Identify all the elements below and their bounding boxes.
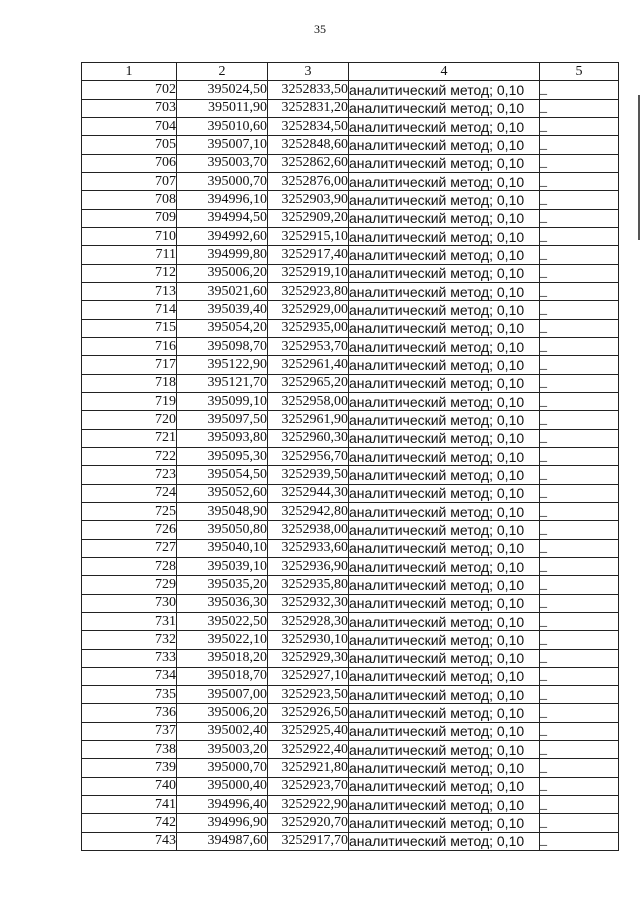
table-row <box>82 117 619 135</box>
note-cell: _ <box>540 466 619 484</box>
y-coordinate-cell: 3252965,20 <box>268 374 349 392</box>
y-coordinate-cell: 3252862,60 <box>268 154 349 172</box>
table-row <box>82 777 619 795</box>
table-row <box>82 814 619 832</box>
x-coordinate-cell: 395002,40 <box>177 722 268 740</box>
note-cell: _ <box>540 631 619 649</box>
note-cell: _ <box>540 796 619 814</box>
table-row <box>82 612 619 630</box>
x-coordinate-cell: 395007,10 <box>177 136 268 154</box>
y-coordinate-cell: 3252920,70 <box>268 814 349 832</box>
x-coordinate-cell: 395040,10 <box>177 539 268 557</box>
point-number-cell: 704 <box>82 117 177 135</box>
x-coordinate-cell: 395036,30 <box>177 594 268 612</box>
method-accuracy-cell: аналитический метод; 0,10 <box>349 557 540 575</box>
table-row <box>82 356 619 374</box>
y-coordinate-cell: 3252926,50 <box>268 704 349 722</box>
method-accuracy-cell: аналитический метод; 0,10 <box>349 594 540 612</box>
method-accuracy-cell: аналитический метод; 0,10 <box>349 209 540 227</box>
x-coordinate-cell: 394992,60 <box>177 227 268 245</box>
y-coordinate-cell: 3252942,80 <box>268 502 349 520</box>
note-cell: _ <box>540 722 619 740</box>
table-row <box>82 466 619 484</box>
method-accuracy-cell: аналитический метод; 0,10 <box>349 81 540 99</box>
note-cell: _ <box>540 337 619 355</box>
table-row <box>82 392 619 410</box>
x-coordinate-cell: 395011,90 <box>177 99 268 117</box>
note-cell: _ <box>540 429 619 447</box>
table-row <box>82 704 619 722</box>
y-coordinate-cell: 3252929,00 <box>268 301 349 319</box>
table-row <box>82 99 619 117</box>
point-number-cell: 727 <box>82 539 177 557</box>
x-coordinate-cell: 395003,70 <box>177 154 268 172</box>
note-cell: _ <box>540 741 619 759</box>
x-coordinate-cell: 395007,00 <box>177 686 268 704</box>
method-accuracy-cell: аналитический метод; 0,10 <box>349 337 540 355</box>
y-coordinate-cell: 3252929,30 <box>268 649 349 667</box>
y-coordinate-cell: 3252831,20 <box>268 99 349 117</box>
method-accuracy-cell: аналитический метод; 0,10 <box>349 484 540 502</box>
method-accuracy-cell: аналитический метод; 0,10 <box>349 667 540 685</box>
coordinates-table <box>81 62 619 851</box>
table-row <box>82 209 619 227</box>
method-accuracy-cell: аналитический метод; 0,10 <box>349 796 540 814</box>
note-cell: _ <box>540 686 619 704</box>
point-number-cell: 741 <box>82 796 177 814</box>
method-accuracy-cell: аналитический метод; 0,10 <box>349 759 540 777</box>
y-coordinate-cell: 3252923,50 <box>268 686 349 704</box>
note-cell: _ <box>540 209 619 227</box>
method-accuracy-cell: аналитический метод; 0,10 <box>349 117 540 135</box>
table-row <box>82 484 619 502</box>
method-accuracy-cell: аналитический метод; 0,10 <box>349 136 540 154</box>
y-coordinate-cell: 3252923,80 <box>268 282 349 300</box>
method-accuracy-cell: аналитический метод; 0,10 <box>349 741 540 759</box>
method-accuracy-cell: аналитический метод; 0,10 <box>349 301 540 319</box>
note-cell: _ <box>540 136 619 154</box>
point-number-cell: 739 <box>82 759 177 777</box>
note-cell: _ <box>540 411 619 429</box>
method-accuracy-cell: аналитический метод; 0,10 <box>349 246 540 264</box>
point-number-cell: 715 <box>82 319 177 337</box>
x-coordinate-cell: 395006,20 <box>177 264 268 282</box>
y-coordinate-cell: 3252923,70 <box>268 777 349 795</box>
y-coordinate-cell: 3252944,30 <box>268 484 349 502</box>
table-row <box>82 191 619 209</box>
table-row <box>82 649 619 667</box>
point-number-cell: 713 <box>82 282 177 300</box>
table-row <box>82 557 619 575</box>
x-coordinate-cell: 395018,70 <box>177 667 268 685</box>
x-coordinate-cell: 394996,10 <box>177 191 268 209</box>
x-coordinate-cell: 395054,20 <box>177 319 268 337</box>
note-cell: _ <box>540 301 619 319</box>
method-accuracy-cell: аналитический метод; 0,10 <box>349 777 540 795</box>
method-accuracy-cell: аналитический метод; 0,10 <box>349 686 540 704</box>
table-row <box>82 301 619 319</box>
header-cell-4: 4 <box>349 63 540 81</box>
y-coordinate-cell: 3252953,70 <box>268 337 349 355</box>
note-cell: _ <box>540 612 619 630</box>
point-number-cell: 740 <box>82 777 177 795</box>
header-cell-1: 1 <box>82 63 177 81</box>
x-coordinate-cell: 394996,40 <box>177 796 268 814</box>
point-number-cell: 733 <box>82 649 177 667</box>
method-accuracy-cell: аналитический метод; 0,10 <box>349 356 540 374</box>
note-cell: _ <box>540 374 619 392</box>
table-row <box>82 796 619 814</box>
method-accuracy-cell: аналитический метод; 0,10 <box>349 447 540 465</box>
method-accuracy-cell: аналитический метод; 0,10 <box>349 264 540 282</box>
table-row <box>82 447 619 465</box>
table-row <box>82 337 619 355</box>
y-coordinate-cell: 3252834,50 <box>268 117 349 135</box>
point-number-cell: 742 <box>82 814 177 832</box>
point-number-cell: 716 <box>82 337 177 355</box>
method-accuracy-cell: аналитический метод; 0,10 <box>349 392 540 410</box>
point-number-cell: 714 <box>82 301 177 319</box>
note-cell: _ <box>540 777 619 795</box>
x-coordinate-cell: 395022,50 <box>177 612 268 630</box>
x-coordinate-cell: 395000,70 <box>177 759 268 777</box>
header-cell-5: 5 <box>540 63 619 81</box>
method-accuracy-cell: аналитический метод; 0,10 <box>349 704 540 722</box>
x-coordinate-cell: 395054,50 <box>177 466 268 484</box>
point-number-cell: 718 <box>82 374 177 392</box>
note-cell: _ <box>540 521 619 539</box>
x-coordinate-cell: 395052,60 <box>177 484 268 502</box>
table-row <box>82 264 619 282</box>
x-coordinate-cell: 395095,30 <box>177 447 268 465</box>
x-coordinate-cell: 395035,20 <box>177 576 268 594</box>
point-number-cell: 730 <box>82 594 177 612</box>
method-accuracy-cell: аналитический метод; 0,10 <box>349 612 540 630</box>
table-body <box>82 81 619 851</box>
x-coordinate-cell: 394994,50 <box>177 209 268 227</box>
note-cell: _ <box>540 759 619 777</box>
point-number-cell: 723 <box>82 466 177 484</box>
method-accuracy-cell: аналитический метод; 0,10 <box>349 99 540 117</box>
x-coordinate-cell: 395006,20 <box>177 704 268 722</box>
note-cell: _ <box>540 594 619 612</box>
point-number-cell: 737 <box>82 722 177 740</box>
method-accuracy-cell: аналитический метод; 0,10 <box>349 191 540 209</box>
point-number-cell: 721 <box>82 429 177 447</box>
table-row <box>82 741 619 759</box>
note-cell: _ <box>540 227 619 245</box>
x-coordinate-cell: 395098,70 <box>177 337 268 355</box>
y-coordinate-cell: 3252848,60 <box>268 136 349 154</box>
point-number-cell: 725 <box>82 502 177 520</box>
y-coordinate-cell: 3252933,60 <box>268 539 349 557</box>
table-row <box>82 411 619 429</box>
point-number-cell: 706 <box>82 154 177 172</box>
note-cell: _ <box>540 319 619 337</box>
method-accuracy-cell: аналитический метод; 0,10 <box>349 429 540 447</box>
note-cell: _ <box>540 356 619 374</box>
x-coordinate-cell: 395000,70 <box>177 172 268 190</box>
method-accuracy-cell: аналитический метод; 0,10 <box>349 722 540 740</box>
table-row <box>82 81 619 99</box>
note-cell: _ <box>540 447 619 465</box>
note-cell: _ <box>540 191 619 209</box>
point-number-cell: 736 <box>82 704 177 722</box>
table-row <box>82 594 619 612</box>
note-cell: _ <box>540 539 619 557</box>
point-number-cell: 711 <box>82 246 177 264</box>
table-row <box>82 374 619 392</box>
x-coordinate-cell: 395000,40 <box>177 777 268 795</box>
note-cell: _ <box>540 154 619 172</box>
header-cell-2: 2 <box>177 63 268 81</box>
x-coordinate-cell: 395121,70 <box>177 374 268 392</box>
method-accuracy-cell: аналитический метод; 0,10 <box>349 832 540 850</box>
table-row <box>82 246 619 264</box>
y-coordinate-cell: 3252936,90 <box>268 557 349 575</box>
x-coordinate-cell: 395039,40 <box>177 301 268 319</box>
point-number-cell: 724 <box>82 484 177 502</box>
point-number-cell: 717 <box>82 356 177 374</box>
point-number-cell: 709 <box>82 209 177 227</box>
table-row <box>82 539 619 557</box>
x-coordinate-cell: 395050,80 <box>177 521 268 539</box>
table-row <box>82 631 619 649</box>
method-accuracy-cell: аналитический метод; 0,10 <box>349 411 540 429</box>
y-coordinate-cell: 3252956,70 <box>268 447 349 465</box>
y-coordinate-cell: 3252903,90 <box>268 191 349 209</box>
note-cell: _ <box>540 172 619 190</box>
y-coordinate-cell: 3252927,10 <box>268 667 349 685</box>
method-accuracy-cell: аналитический метод; 0,10 <box>349 319 540 337</box>
x-coordinate-cell: 395048,90 <box>177 502 268 520</box>
x-coordinate-cell: 395010,60 <box>177 117 268 135</box>
y-coordinate-cell: 3252935,80 <box>268 576 349 594</box>
y-coordinate-cell: 3252917,40 <box>268 246 349 264</box>
point-number-cell: 732 <box>82 631 177 649</box>
table-row <box>82 136 619 154</box>
method-accuracy-cell: аналитический метод; 0,10 <box>349 521 540 539</box>
x-coordinate-cell: 395093,80 <box>177 429 268 447</box>
y-coordinate-cell: 3252919,10 <box>268 264 349 282</box>
y-coordinate-cell: 3252938,00 <box>268 521 349 539</box>
note-cell: _ <box>540 81 619 99</box>
point-number-cell: 726 <box>82 521 177 539</box>
y-coordinate-cell: 3252932,30 <box>268 594 349 612</box>
table-row <box>82 282 619 300</box>
x-coordinate-cell: 395039,10 <box>177 557 268 575</box>
method-accuracy-cell: аналитический метод; 0,10 <box>349 154 540 172</box>
x-coordinate-cell: 395022,10 <box>177 631 268 649</box>
point-number-cell: 731 <box>82 612 177 630</box>
note-cell: _ <box>540 264 619 282</box>
y-coordinate-cell: 3252917,70 <box>268 832 349 850</box>
header-cell-3: 3 <box>268 63 349 81</box>
point-number-cell: 734 <box>82 667 177 685</box>
note-cell: _ <box>540 99 619 117</box>
x-coordinate-cell: 395018,20 <box>177 649 268 667</box>
note-cell: _ <box>540 814 619 832</box>
page-number: 35 <box>314 22 326 36</box>
point-number-cell: 703 <box>82 99 177 117</box>
point-number-cell: 710 <box>82 227 177 245</box>
note-cell: _ <box>540 667 619 685</box>
table-row <box>82 319 619 337</box>
table-row <box>82 576 619 594</box>
method-accuracy-cell: аналитический метод; 0,10 <box>349 172 540 190</box>
x-coordinate-cell: 395003,20 <box>177 741 268 759</box>
method-accuracy-cell: аналитический метод; 0,10 <box>349 502 540 520</box>
y-coordinate-cell: 3252961,40 <box>268 356 349 374</box>
x-coordinate-cell: 394999,80 <box>177 246 268 264</box>
table-row <box>82 759 619 777</box>
table-row <box>82 722 619 740</box>
y-coordinate-cell: 3252935,00 <box>268 319 349 337</box>
note-cell: _ <box>540 649 619 667</box>
note-cell: _ <box>540 832 619 850</box>
method-accuracy-cell: аналитический метод; 0,10 <box>349 539 540 557</box>
y-coordinate-cell: 3252922,90 <box>268 796 349 814</box>
method-accuracy-cell: аналитический метод; 0,10 <box>349 282 540 300</box>
point-number-cell: 720 <box>82 411 177 429</box>
table-row <box>82 172 619 190</box>
x-coordinate-cell: 395099,10 <box>177 392 268 410</box>
note-cell: _ <box>540 557 619 575</box>
y-coordinate-cell: 3252960,30 <box>268 429 349 447</box>
y-coordinate-cell: 3252833,50 <box>268 81 349 99</box>
y-coordinate-cell: 3252909,20 <box>268 209 349 227</box>
method-accuracy-cell: аналитический метод; 0,10 <box>349 227 540 245</box>
method-accuracy-cell: аналитический метод; 0,10 <box>349 374 540 392</box>
x-coordinate-cell: 395097,50 <box>177 411 268 429</box>
method-accuracy-cell: аналитический метод; 0,10 <box>349 649 540 667</box>
y-coordinate-cell: 3252922,40 <box>268 741 349 759</box>
table-row <box>82 832 619 850</box>
y-coordinate-cell: 3252930,10 <box>268 631 349 649</box>
table-row <box>82 667 619 685</box>
y-coordinate-cell: 3252876,00 <box>268 172 349 190</box>
y-coordinate-cell: 3252928,30 <box>268 612 349 630</box>
table-row <box>82 154 619 172</box>
table-row <box>82 521 619 539</box>
point-number-cell: 705 <box>82 136 177 154</box>
header-row <box>82 63 619 81</box>
x-coordinate-cell: 394996,90 <box>177 814 268 832</box>
y-coordinate-cell: 3252921,80 <box>268 759 349 777</box>
point-number-cell: 728 <box>82 557 177 575</box>
table-row <box>82 686 619 704</box>
note-cell: _ <box>540 576 619 594</box>
table-row <box>82 227 619 245</box>
method-accuracy-cell: аналитический метод; 0,10 <box>349 814 540 832</box>
x-coordinate-cell: 395122,90 <box>177 356 268 374</box>
method-accuracy-cell: аналитический метод; 0,10 <box>349 631 540 649</box>
y-coordinate-cell: 3252925,40 <box>268 722 349 740</box>
table-row <box>82 502 619 520</box>
y-coordinate-cell: 3252961,90 <box>268 411 349 429</box>
y-coordinate-cell: 3252958,00 <box>268 392 349 410</box>
point-number-cell: 738 <box>82 741 177 759</box>
point-number-cell: 719 <box>82 392 177 410</box>
point-number-cell: 735 <box>82 686 177 704</box>
x-coordinate-cell: 394987,60 <box>177 832 268 850</box>
method-accuracy-cell: аналитический метод; 0,10 <box>349 576 540 594</box>
point-number-cell: 722 <box>82 447 177 465</box>
point-number-cell: 712 <box>82 264 177 282</box>
y-coordinate-cell: 3252939,50 <box>268 466 349 484</box>
note-cell: _ <box>540 117 619 135</box>
point-number-cell: 707 <box>82 172 177 190</box>
note-cell: _ <box>540 484 619 502</box>
point-number-cell: 743 <box>82 832 177 850</box>
y-coordinate-cell: 3252915,10 <box>268 227 349 245</box>
method-accuracy-cell: аналитический метод; 0,10 <box>349 466 540 484</box>
note-cell: _ <box>540 502 619 520</box>
x-coordinate-cell: 395024,50 <box>177 81 268 99</box>
note-cell: _ <box>540 246 619 264</box>
note-cell: _ <box>540 282 619 300</box>
note-cell: _ <box>540 392 619 410</box>
note-cell: _ <box>540 704 619 722</box>
table-row <box>82 429 619 447</box>
point-number-cell: 708 <box>82 191 177 209</box>
point-number-cell: 729 <box>82 576 177 594</box>
x-coordinate-cell: 395021,60 <box>177 282 268 300</box>
point-number-cell: 702 <box>82 81 177 99</box>
